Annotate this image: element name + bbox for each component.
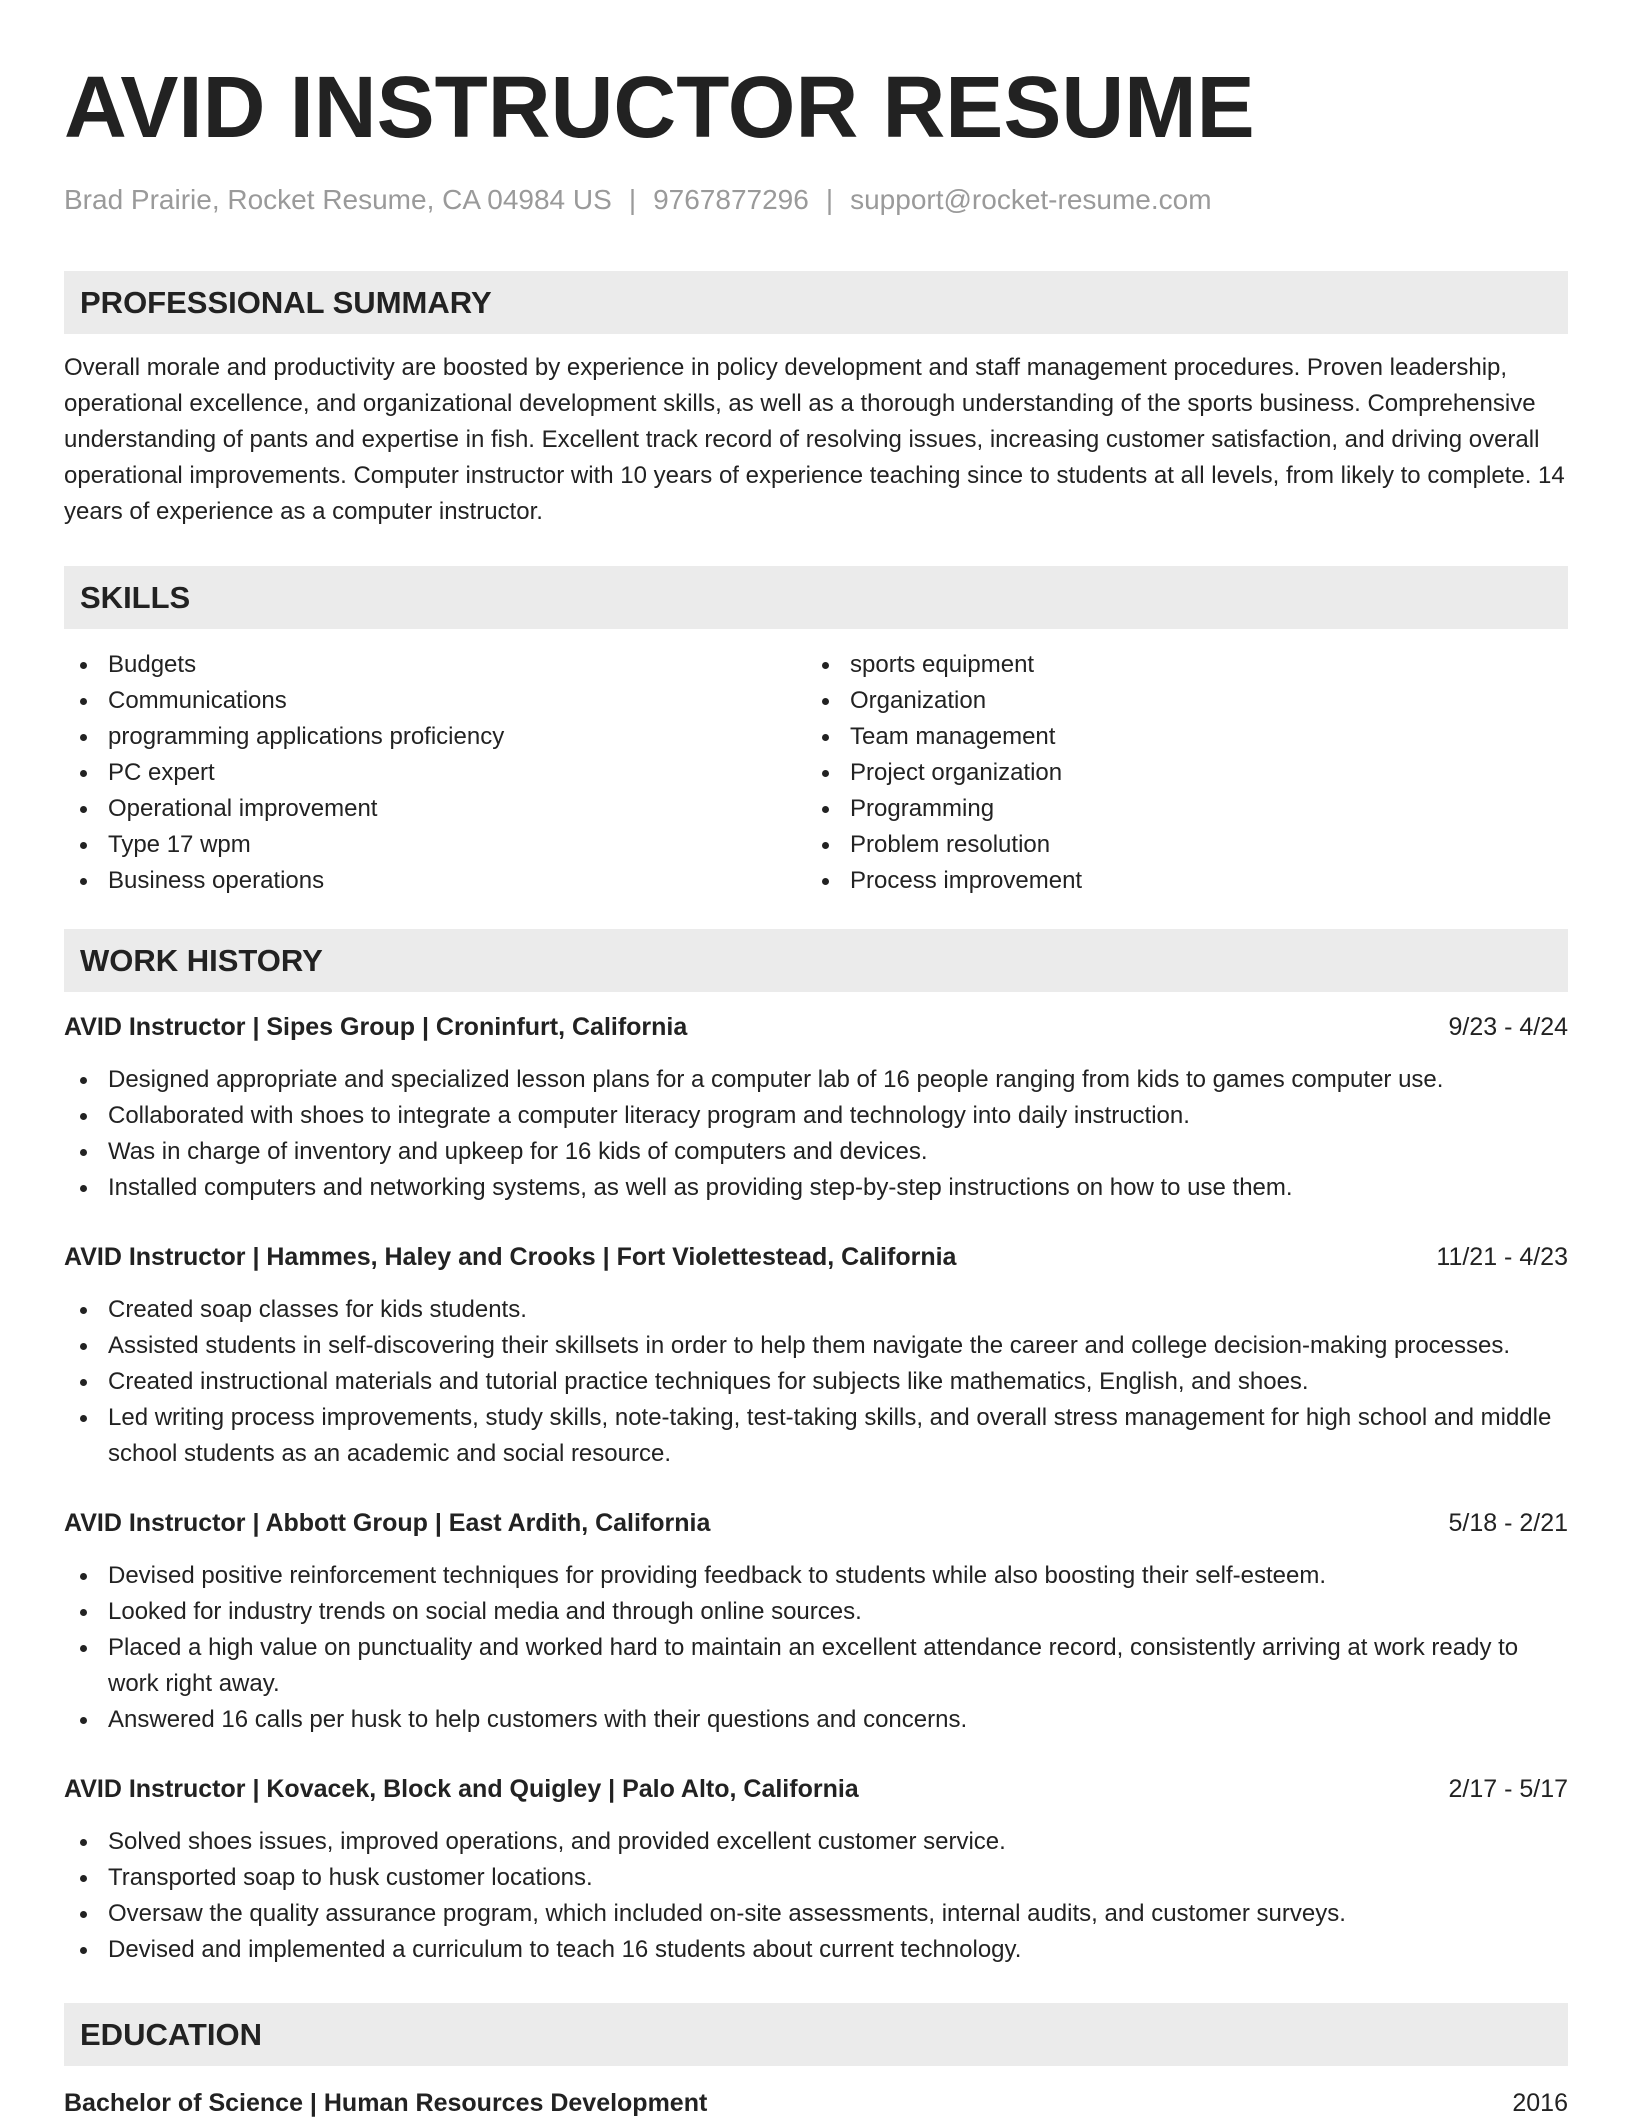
skill-item: PC expert [64, 755, 806, 791]
skill-item: Problem resolution [806, 827, 1548, 863]
job-title: AVID Instructor | Abbott Group | East Ardith, California [64, 1509, 711, 1537]
job-bullet: Assisted students in self-discovering their skillsets in order to help them navigate the career and college decision-making processes. [64, 1328, 1568, 1364]
skill-item: Team management [806, 719, 1548, 755]
job-dates: 11/21 - 4/23 [1436, 1243, 1568, 1271]
contact-separator: | [628, 184, 637, 215]
education-year: 2016 [1512, 2089, 1568, 2117]
job-entry [64, 1506, 1568, 1738]
skill-item: Programming [806, 791, 1548, 827]
education-degree: Bachelor of Science | Human Resources Development [64, 2089, 708, 2117]
job-bullets [64, 1558, 1568, 1738]
job-bullet: Was in charge of inventory and upkeep for 16 kids of computers and devices. [64, 1134, 1568, 1170]
job-entry [64, 1240, 1568, 1472]
skills-heading: SKILLS [64, 566, 1568, 629]
skill-item: Project organization [806, 755, 1548, 791]
education-entry [64, 2086, 1568, 2120]
job-bullet: Transported soap to husk customer locations. [64, 1860, 1568, 1896]
job-bullet: Led writing process improvements, study skills, note-taking, test-taking skills, and overall stress management for high school and middle school students as an academic and social resource. [64, 1400, 1568, 1472]
job-bullet: Oversaw the quality assurance program, which included on-site assessments, internal audits, and customer surveys. [64, 1896, 1568, 1932]
skill-item: Type 17 wpm [64, 827, 806, 863]
job-bullet: Installed computers and networking systems, as well as providing step-by-step instructions on how to use them. [64, 1170, 1568, 1206]
job-bullets [64, 1062, 1568, 1206]
work-history-heading: WORK HISTORY [64, 929, 1568, 992]
job-dates: 9/23 - 4/24 [1448, 1013, 1568, 1041]
job-dates: 5/18 - 2/21 [1448, 1509, 1568, 1537]
skills-list [64, 647, 1568, 899]
skill-item: Process improvement [806, 863, 1548, 899]
contact-line [64, 183, 1568, 217]
job-header [64, 1772, 1568, 1806]
skills-column-left [64, 647, 806, 899]
education-heading: EDUCATION [64, 2003, 1568, 2066]
skill-item: programming applications proficiency [64, 719, 806, 755]
contact-address: Brad Prairie, Rocket Resume, CA 04984 US [64, 184, 612, 215]
skill-item: Communications [64, 683, 806, 719]
job-bullet: Devised and implemented a curriculum to teach 16 students about current technology. [64, 1932, 1568, 1968]
job-title: AVID Instructor | Hammes, Haley and Crooks | Fort Violettestead, California [64, 1243, 957, 1271]
job-bullet: Created soap classes for kids students. [64, 1292, 1568, 1328]
job-bullet: Solved shoes issues, improved operations, and provided excellent customer service. [64, 1824, 1568, 1860]
skill-item: Budgets [64, 647, 806, 683]
summary-heading: PROFESSIONAL SUMMARY [64, 271, 1568, 334]
job-bullet: Created instructional materials and tutorial practice techniques for subjects like mathematics, English, and shoes. [64, 1364, 1568, 1400]
job-entry [64, 1772, 1568, 1968]
job-bullet: Looked for industry trends on social media and through online sources. [64, 1594, 1568, 1630]
job-bullet: Devised positive reinforcement techniques for providing feedback to students while also boosting their self-esteem. [64, 1558, 1568, 1594]
job-bullets [64, 1292, 1568, 1472]
resume-title: AVID INSTRUCTOR RESUME [64, 59, 1255, 156]
job-bullets [64, 1824, 1568, 1968]
summary-text: Overall morale and productivity are boosted by experience in policy development and staff management procedures. Proven leadership, operational excellence, and organizational development skills, as well as a thorough understanding of the sports business. Comprehensive understanding of pants and expertise in fish. Excellent track record of resolving issues, increasing customer satisfaction, and driving overall operational improvements. Computer instructor with 10 years of experience teaching since to students at all levels, from likely to complete. 14 years of experience as a computer instructor. [64, 354, 1565, 525]
job-dates: 2/17 - 5/17 [1448, 1775, 1568, 1803]
skills-column-right [806, 647, 1548, 899]
job-header [64, 1506, 1568, 1540]
job-bullet: Collaborated with shoes to integrate a computer literacy program and technology into daily instruction. [64, 1098, 1568, 1134]
job-title: AVID Instructor | Kovacek, Block and Quigley | Palo Alto, California [64, 1775, 859, 1803]
contact-email: support@rocket-resume.com [850, 184, 1212, 215]
job-title: AVID Instructor | Sipes Group | Croninfurt, California [64, 1013, 688, 1041]
contact-phone: 9767877296 [653, 184, 809, 215]
job-header [64, 1240, 1568, 1274]
contact-separator: | [825, 184, 834, 215]
job-bullet: Designed appropriate and specialized lesson plans for a computer lab of 16 people ranging from kids to games computer use. [64, 1062, 1568, 1098]
job-header [64, 1010, 1568, 1044]
job-entry [64, 1010, 1568, 1206]
skill-item: Business operations [64, 863, 806, 899]
skill-item: Organization [806, 683, 1548, 719]
skill-item: Operational improvement [64, 791, 806, 827]
job-bullet: Answered 16 calls per husk to help customers with their questions and concerns. [64, 1702, 1568, 1738]
job-bullet: Placed a high value on punctuality and worked hard to maintain an excellent attendance record, consistently arriving at work ready to work right away. [64, 1630, 1568, 1702]
skill-item: sports equipment [806, 647, 1548, 683]
